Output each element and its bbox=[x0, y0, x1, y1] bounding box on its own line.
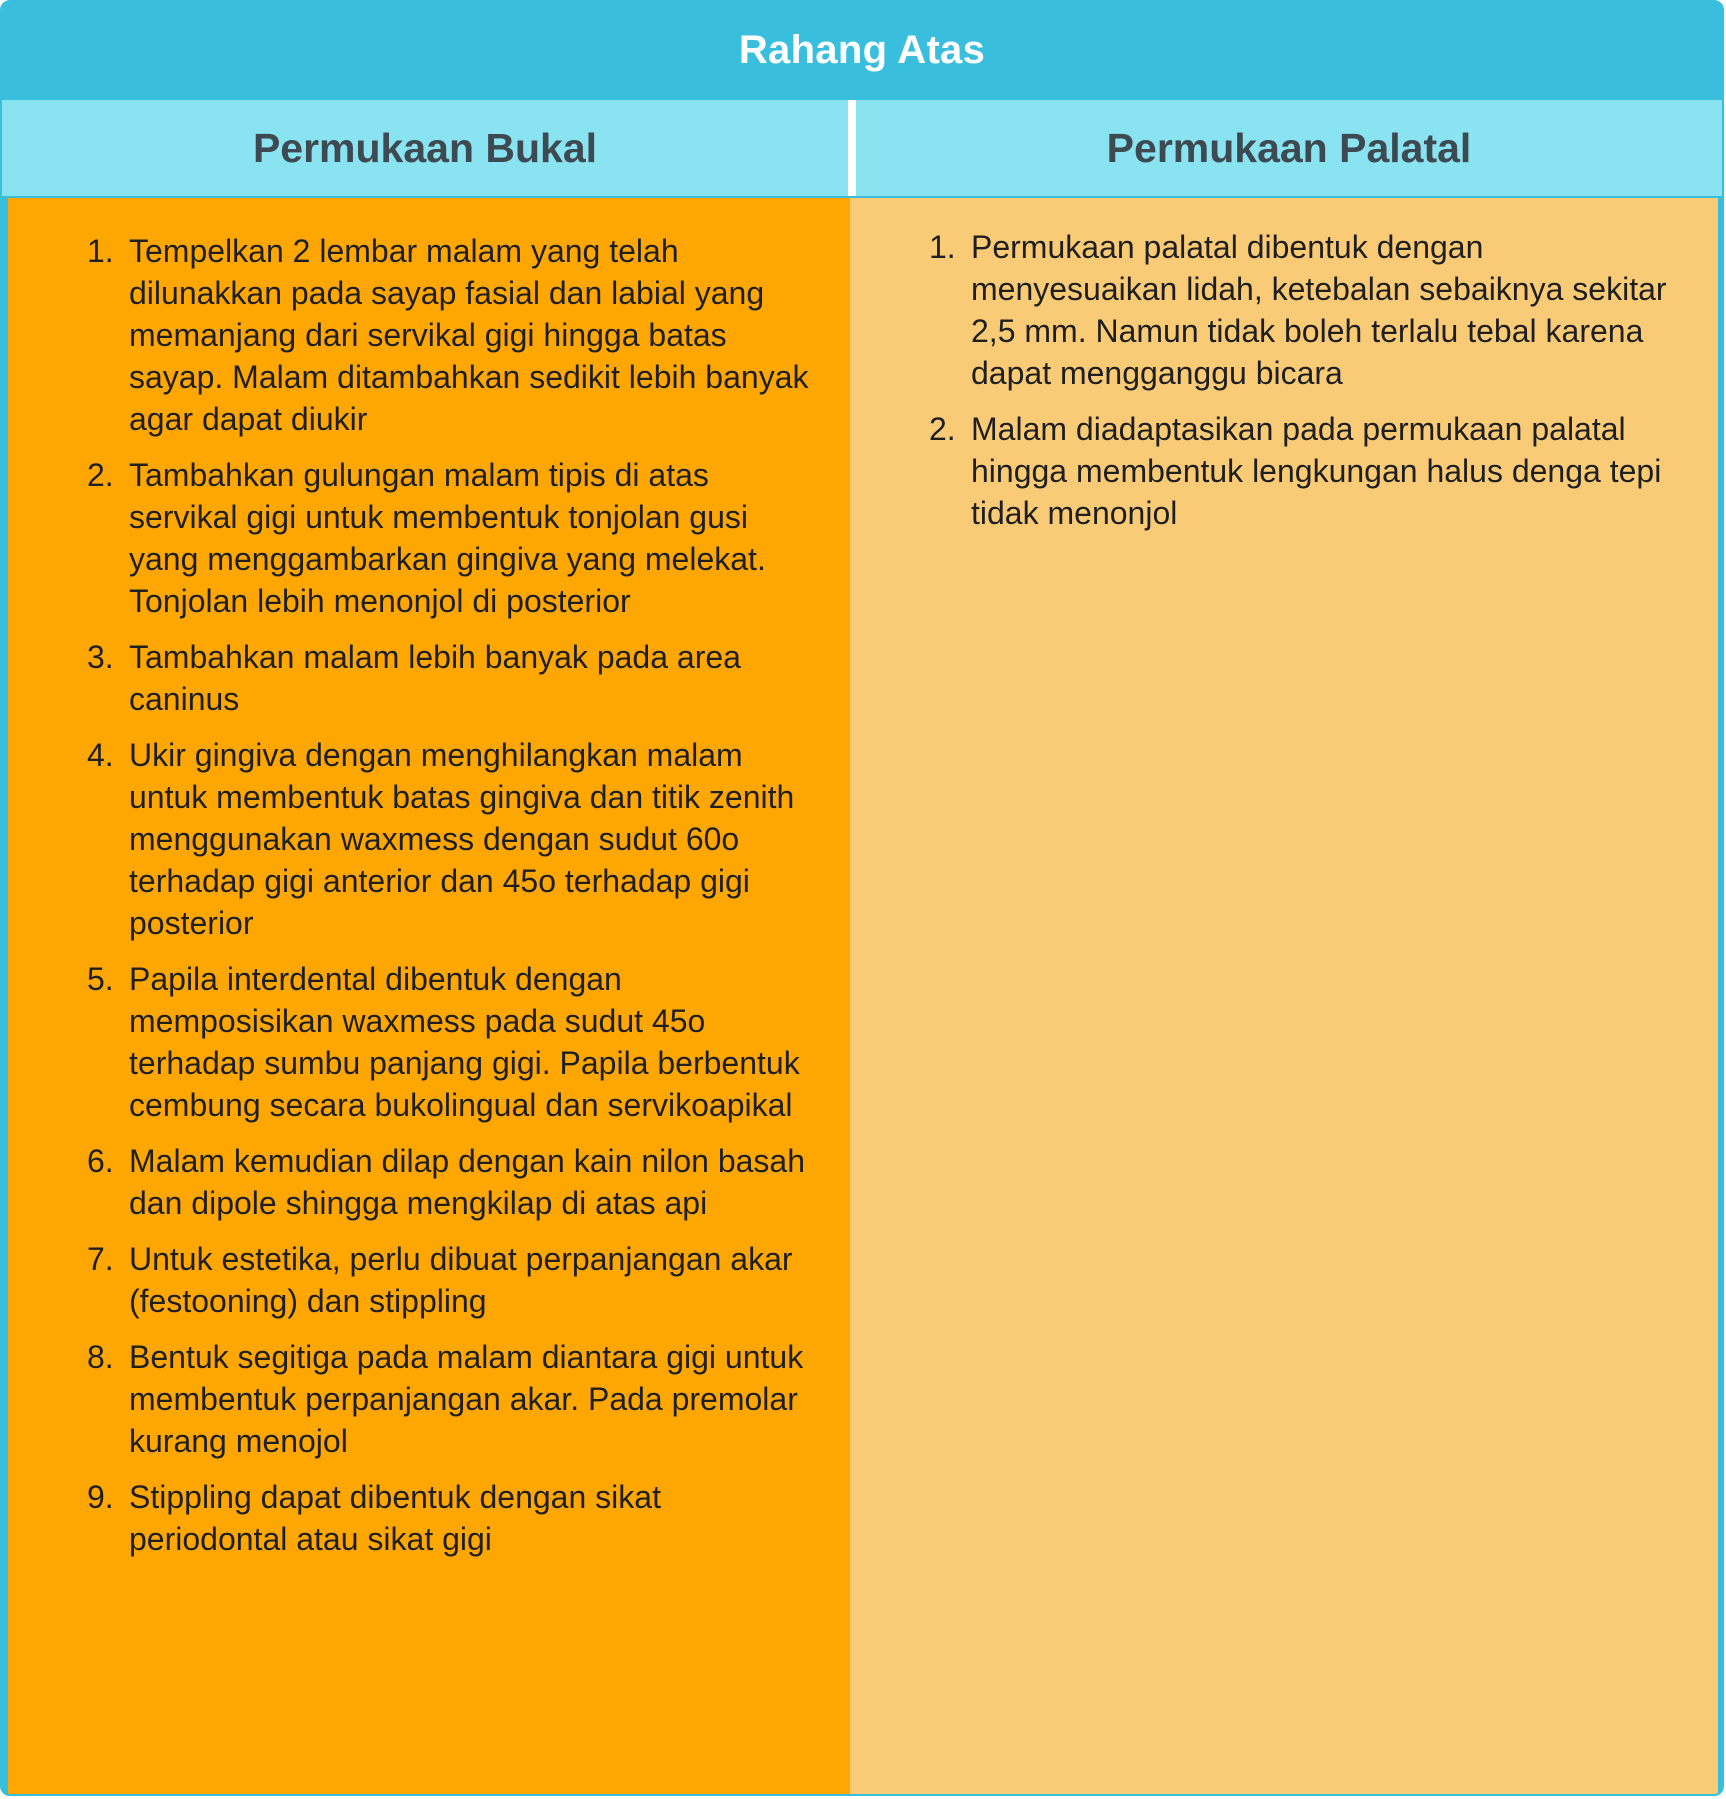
step-number: 2. bbox=[929, 411, 956, 447]
step-number: 4. bbox=[87, 737, 114, 773]
step-number: 2. bbox=[87, 457, 114, 493]
step-number: 8. bbox=[87, 1339, 114, 1375]
palatal-steps-cell bbox=[850, 198, 1718, 1794]
list-item bbox=[87, 734, 809, 944]
step-number: 7. bbox=[87, 1241, 114, 1277]
step-text: Stippling dapat dibentuk dengan sikat periodontal atau sikat gigi bbox=[129, 1479, 661, 1557]
list-item bbox=[929, 226, 1671, 394]
table-title: Rahang Atas bbox=[738, 27, 986, 72]
step-number: 6. bbox=[87, 1143, 114, 1179]
table-title-bar bbox=[2, 2, 1722, 98]
list-item bbox=[929, 408, 1671, 534]
list-item bbox=[87, 1336, 809, 1462]
step-text: Untuk estetika, perlu dibuat perpanjangan akar (festooning) dan stippling bbox=[129, 1241, 793, 1319]
step-number: 9. bbox=[87, 1479, 114, 1515]
list-item bbox=[87, 1476, 809, 1560]
column-header-palatal bbox=[856, 100, 1722, 196]
column-header-bukal-label: Permukaan Bukal bbox=[252, 124, 598, 171]
step-text: Bentuk segitiga pada malam diantara gigi untuk membentuk perpanjangan akar. Pada premolar kurang menojol bbox=[129, 1339, 804, 1459]
column-header-palatal-label: Permukaan Palatal bbox=[1106, 124, 1472, 171]
column-header-bukal bbox=[2, 100, 848, 196]
step-number: 3. bbox=[87, 639, 114, 675]
list-item bbox=[87, 1140, 809, 1224]
step-text: Ukir gingiva dengan menghilangkan malam untuk membentuk batas gingiva dan titik zenith menggunakan waxmess dengan sudut 60o terhadap gigi anterior dan 45o terhadap gigi posterior bbox=[129, 737, 795, 941]
step-text: Tempelkan 2 lembar malam yang telah dilunakkan pada sayap fasial dan labial yang memanjang dari servikal gigi hingga batas sayap. Malam ditambahkan sedikit lebih banyak agar dapat diukir bbox=[129, 233, 809, 437]
step-number: 1. bbox=[929, 229, 956, 265]
step-text: Malam kemudian dilap dengan kain nilon basah dan dipole shingga mengkilap di atas api bbox=[129, 1143, 805, 1221]
step-text: Permukaan palatal dibentuk dengan menyesuaikan lidah, ketebalan sebaiknya sekitar 2,5 mm. Namun tidak boleh terlalu tebal karena dapat mengganggu bicara bbox=[971, 229, 1667, 391]
list-item bbox=[87, 230, 809, 440]
step-text: Papila interdental dibentuk dengan memposisikan waxmess pada sudut 45o terhadap sumbu panjang gigi. Papila berbentuk cembung secara bukolingual dan servikoapikal bbox=[129, 961, 800, 1123]
step-text: Tambahkan malam lebih banyak pada area caninus bbox=[129, 639, 741, 717]
step-text: Malam diadaptasikan pada permukaan palatal hingga membentuk lengkungan halus denga tepi tidak menonjol bbox=[971, 411, 1662, 531]
column-divider bbox=[848, 100, 856, 196]
list-item bbox=[87, 958, 809, 1126]
palatal-steps-list bbox=[929, 226, 1671, 548]
step-number: 1. bbox=[87, 233, 114, 269]
bukal-steps-list bbox=[87, 230, 809, 1574]
step-text: Tambahkan gulungan malam tipis di atas servikal gigi untuk membentuk tonjolan gusi yang menggambarkan gingiva yang melekat. Tonjolan lebih menonjol di posterior bbox=[129, 457, 766, 619]
step-number: 5. bbox=[87, 961, 114, 997]
bukal-steps-cell bbox=[8, 198, 850, 1794]
list-item bbox=[87, 1238, 809, 1322]
list-item bbox=[87, 454, 809, 622]
list-item bbox=[87, 636, 809, 720]
